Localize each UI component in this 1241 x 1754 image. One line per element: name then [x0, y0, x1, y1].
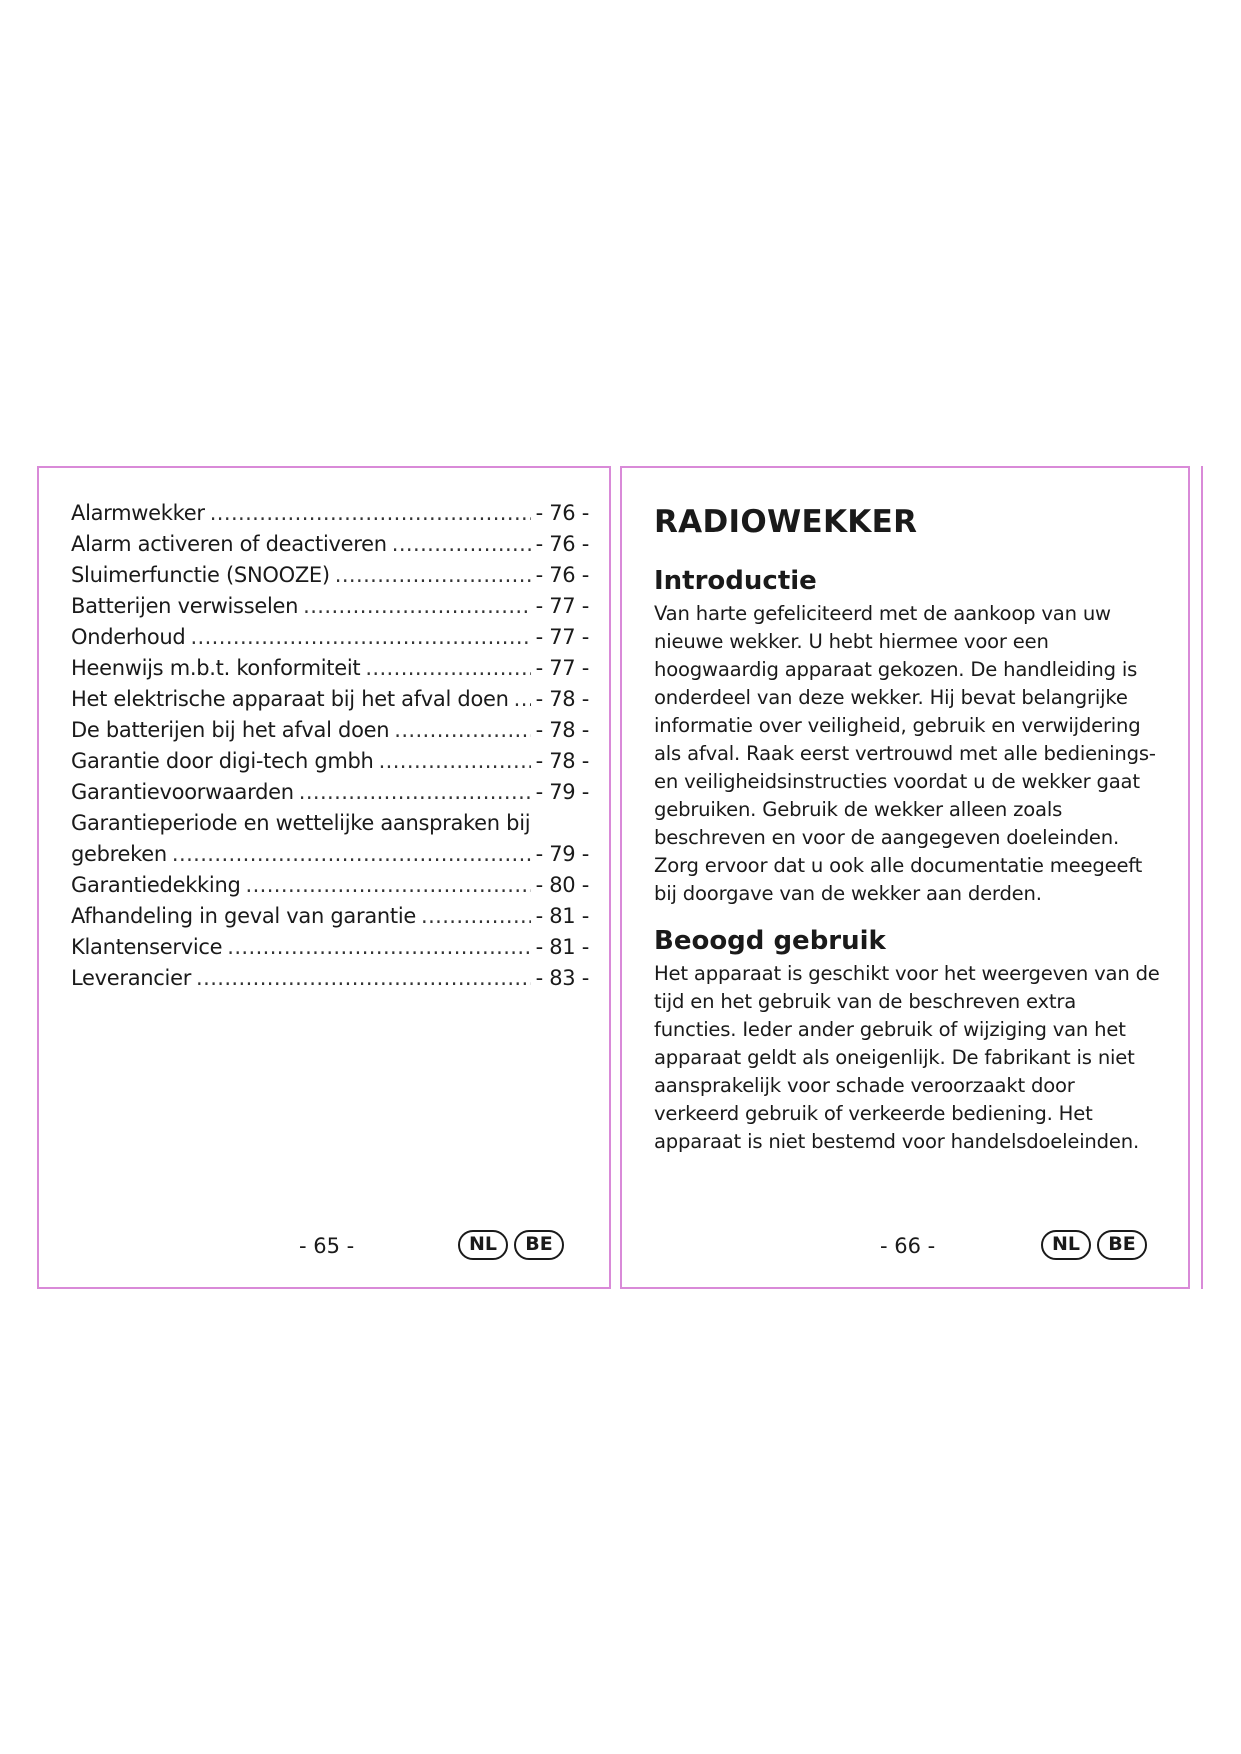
dot-leader [299, 777, 531, 808]
toc-entry-page: - 77 - [535, 656, 589, 680]
toc-entry[interactable] [71, 963, 589, 994]
right-page [620, 466, 1190, 1289]
toc-entry[interactable] [71, 498, 589, 529]
toc-entry[interactable] [71, 901, 589, 932]
language-badges [458, 1230, 564, 1260]
toc-entry-title-line1: Garantieperiode en wettelijke aanspraken bij [71, 811, 531, 835]
dot-leader [335, 560, 531, 591]
language-badge-nl: NL [458, 1230, 508, 1260]
dot-leader [303, 591, 530, 622]
toc-entry-title: Het elektrische apparaat bij het afval doen [71, 687, 509, 711]
language-badges [1041, 1230, 1147, 1260]
toc-entry-title: Alarm activeren of deactiveren [71, 532, 387, 556]
toc-entry-title: Sluimerfunctie (SNOOZE) [71, 563, 330, 587]
toc-entry-page: - 80 - [535, 873, 589, 897]
document-title: RADIOWEKKER [654, 504, 918, 540]
toc-entry-title: Onderhoud [71, 625, 186, 649]
toc-entry-title: De batterijen bij het afval doen [71, 718, 390, 742]
dot-leader [196, 963, 531, 994]
toc-entry-title: Heenwijs m.b.t. konformiteit [71, 656, 361, 680]
toc-entry-page: - 83 - [535, 966, 589, 990]
next-page-edge [1201, 466, 1203, 1289]
toc-entry[interactable] [71, 529, 589, 560]
section-heading-introductie: Introductie [654, 566, 817, 596]
toc-entry-title: Garantie door digi-tech gmbh [71, 749, 374, 773]
toc-entry-page: - 81 - [535, 935, 589, 959]
language-badge-nl: NL [1041, 1230, 1091, 1260]
toc-entry[interactable] [71, 591, 589, 622]
dot-leader [421, 901, 531, 932]
toc-entry-title: Afhandeling in geval van garantie [71, 904, 416, 928]
dot-leader [172, 839, 531, 870]
language-badge-be: BE [514, 1230, 564, 1260]
toc-entry[interactable] [71, 715, 589, 746]
table-of-contents [71, 498, 589, 994]
dot-leader [514, 684, 531, 715]
dot-leader [365, 653, 530, 684]
left-page [37, 466, 611, 1289]
toc-entry-page: - 78 - [535, 718, 589, 742]
toc-entry[interactable] [71, 560, 589, 591]
toc-entry[interactable] [71, 622, 589, 653]
toc-entry-page: - 77 - [535, 625, 589, 649]
toc-entry-page: - 79 - [535, 780, 589, 804]
dot-leader [392, 529, 531, 560]
toc-entry[interactable] [71, 932, 589, 963]
toc-entry-page: - 79 - [535, 842, 589, 866]
toc-entry-title: Klantenservice [71, 935, 223, 959]
toc-entry[interactable] [71, 839, 589, 870]
page-number: - 66 - [880, 1234, 936, 1258]
toc-entry-title: Leverancier [71, 966, 192, 990]
dot-leader [210, 498, 531, 529]
toc-entry[interactable] [71, 870, 589, 901]
toc-entry[interactable] [71, 777, 589, 808]
toc-entry-title: Batterijen verwisselen [71, 594, 299, 618]
toc-entry-title: Alarmwekker [71, 501, 205, 525]
page-number: - 65 - [299, 1234, 355, 1258]
language-badge-be: BE [1097, 1230, 1147, 1260]
toc-entry-page: - 76 - [535, 532, 589, 556]
toc-entry-title: gebreken [71, 842, 167, 866]
toc-entry-page: - 81 - [535, 904, 589, 928]
toc-entry[interactable] [71, 653, 589, 684]
toc-entry[interactable] [71, 746, 589, 777]
toc-entry[interactable] [71, 684, 589, 715]
toc-entry-multiline[interactable] [71, 808, 589, 839]
toc-entry-page: - 78 - [535, 749, 589, 773]
toc-entry-page: - 76 - [535, 563, 589, 587]
dot-leader [246, 870, 531, 901]
toc-entry-page: - 76 - [535, 501, 589, 525]
dot-leader [190, 622, 530, 653]
toc-entry-page: - 78 - [535, 687, 589, 711]
section-text-introductie: Van harte gefeliciteerd met de aankoop van uw nieuwe wekker. U hebt hiermee voor een hoogwaardig apparaat gekozen. De handleiding is onderdeel van deze wekker. Hij bevat belangrijke informatie over veiligheid, gebruik en verwijdering als afval. Raak eerst vertrouwd met alle bedienings- en veiligheidsinstructies voordat u de wekker gaat gebruiken. Gebruik de wekker alleen zoals beschreven en voor de aangegeven doeleinden. Zorg ervoor dat u ook alle documentatie meegeeft bij doorgave van de wekker aan derden. [654, 602, 1156, 905]
toc-entry-title: Garantiedekking [71, 873, 241, 897]
toc-entry-title: Garantievoorwaarden [71, 780, 294, 804]
dot-leader [394, 715, 530, 746]
section-text-beoogd-gebruik: Het apparaat is geschikt voor het weergeven van de tijd en het gebruik van de beschreven extra functies. Ieder ander gebruik of wijziging van het apparaat geldt als oneigenlijk. De fabrikant is niet aansprakelijk voor schade veroorzaakt door verkeerd gebruik of verkeerde bediening. Het apparaat is niet bestemd voor handelsdoeleinden. [654, 962, 1160, 1153]
dot-leader [227, 932, 530, 963]
dot-leader [379, 746, 531, 777]
section-heading-beoogd-gebruik: Beoogd gebruik [654, 926, 886, 956]
toc-entry-page: - 77 - [535, 594, 589, 618]
